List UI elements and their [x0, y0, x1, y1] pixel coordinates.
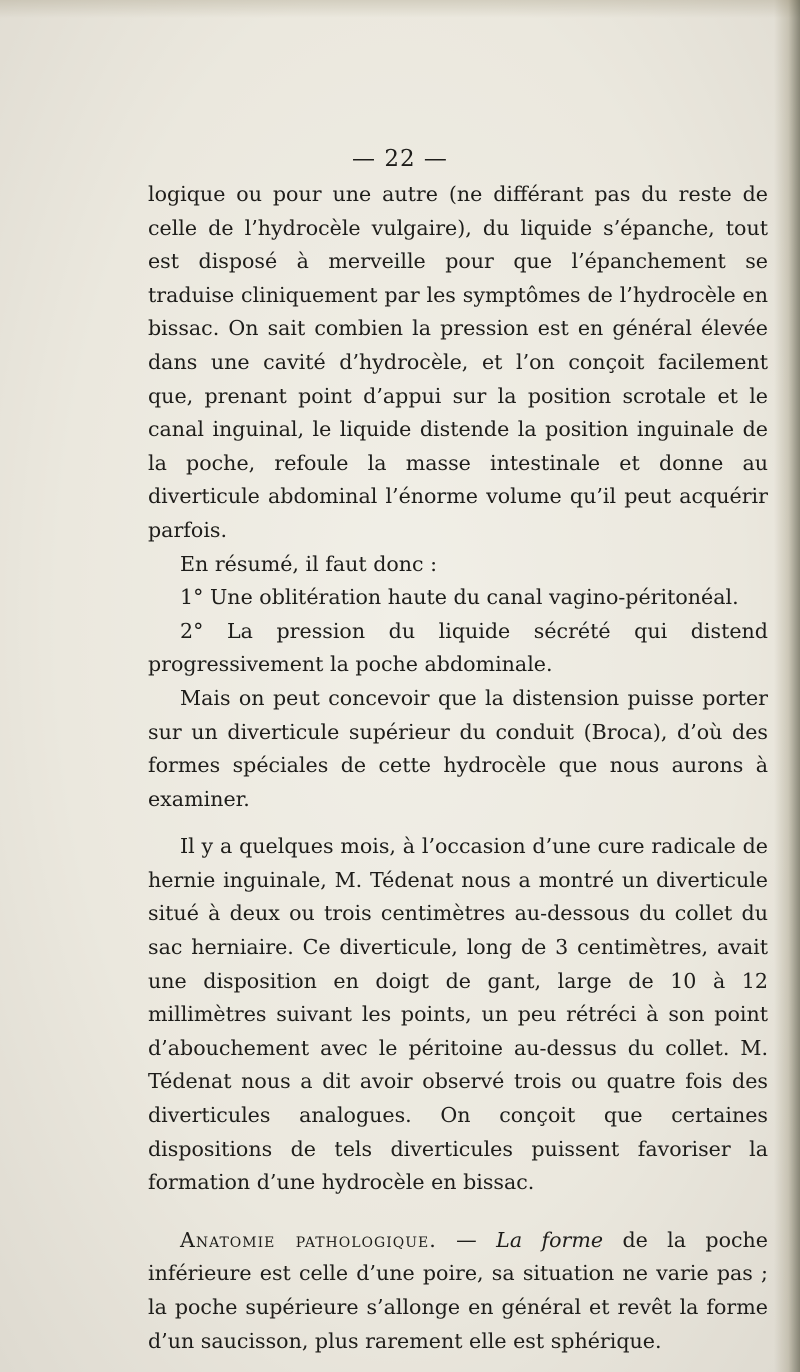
- paragraph-4: 2° La pression du liquide sécrété qui distend progressivement la poche abdominale.: [148, 618, 768, 677]
- paragraph-6: Il y a quelques mois, à l’occasion d’une cure radicale de hernie inguinale, M. Tédenat nous a montré un diverticule situé à deux ou trois centimètres au-dessous du collet du sac herniaire. Ce diverticule, long de 3 centimètres, avait une disposition en doigt de gant, large de 10 à 12 millimètres suivant les points, un peu rétréci à son point d’abouchement avec le péritoine au-dessus du collet. M. Tédenat nous a dit avoir observé trois ou quatre fois des diverticules analogues. On conçoit que certaines dispositions de tels diverticules puissent favoriser la formation d’une hydrocèle en bissac.: [148, 834, 768, 1195]
- section-paragraph: [148, 1224, 768, 1358]
- page-edge-shadow-right: [774, 0, 800, 1372]
- page-number: — 22 —: [352, 146, 448, 172]
- section-text: de la poche inférieure est celle d’une poire, sa situation ne varie pas ; la poche supérieure s’allonge en général et revêt la forme d’un saucisson, plus rarement elle est sphérique.: [148, 1227, 768, 1353]
- paragraph-5: Mais on peut concevoir que la distension puisse porter sur un diverticule supérieur du conduit (Broca), d’où des formes spéciales de cette hydrocèle que nous aurons à examiner.: [148, 685, 768, 811]
- page-edge-shadow-top: [0, 0, 800, 18]
- body-text: [148, 178, 768, 1358]
- section-italic-term: La forme: [496, 1227, 604, 1252]
- section-dash: —: [436, 1227, 497, 1252]
- paragraph-1: logique ou pour une autre (ne différant pas du reste de celle de l’hydrocèle vulgaire), du liquide s’épanche, tout est disposé à merveille pour que l’épanchement se traduise cliniquement par les symptômes de l’hydrocèle en bissac. On sait combien la pression est en général élevée dans une cavité d’hydrocèle, et l’on conçoit facilement que, prenant point d’appui sur la position scrotale et le canal inguinal, le liquide distende la position inguinale de la poche, refoule la masse intestinale et donne au diverticule abdominal l’énorme volume qu’il peut acquérir parfois.: [148, 182, 768, 542]
- paragraph-3: 1° Une oblitération haute du canal vagino-péritonéal.: [180, 585, 739, 610]
- paragraph-2: En résumé, il faut donc :: [180, 551, 438, 576]
- section-heading: Anatomie pathologique.: [180, 1227, 437, 1252]
